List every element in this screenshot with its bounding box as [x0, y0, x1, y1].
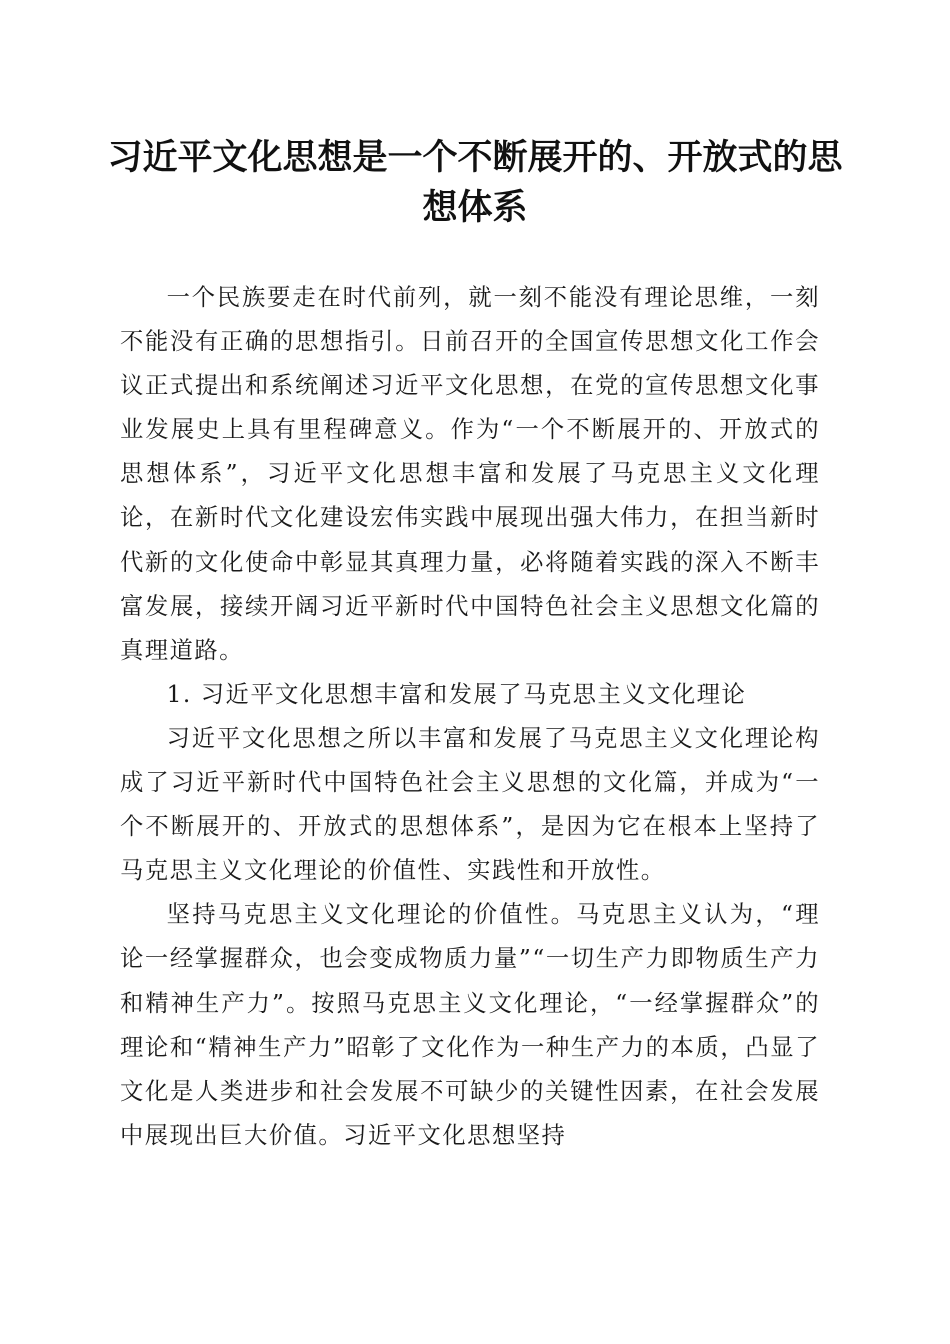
section-heading-1: 1. 习近平文化思想丰富和发展了马克思主义文化理论 — [166, 680, 747, 708]
paragraph-section-1: 习近平文化思想之所以丰富和发展了马克思主义文化理论构成了习近平新时代中国特色社会主义思想的文化篇，并成为“一个不断展开的、开放式的思想体系”，是因为它在根本上坚持了马克思主义文化理论的价值性、实践性和开放性。 — [120, 724, 820, 885]
paragraph-intro: 一个民族要走在时代前列，就一刻不能没有理论思维，一刻不能没有正确的思想指引。日前召开的全国宣传思想文化工作会议正式提出和系统阐述习近平文化思想，在党的宣传思想文化事业发展史上具有里程碑意义。作为“一个不断展开的、开放式的思想体系”，习近平文化思想丰富和发展了马克思主义文化理论，在新时代文化建设宏伟实践中展现出强大伟力，在担当新时代新的文化使命中彰显其真理力量，必将随着实践的深入不断丰富发展，接续开阔习近平新时代中国特色社会主义思想文化篇的真理道路。 — [120, 284, 820, 664]
document-body — [120, 276, 820, 1158]
paragraph-value: 坚持马克思主义文化理论的价值性。马克思主义认为，“理论一经掌握群众，也会变成物质力量”“一切生产力即物质生产力和精神生产力”。按照马克思主义文化理论，“一经掌握群众”的理论和“精神生产力”昭彰了文化作为一种生产力的本质，凸显了文化是人类进步和社会发展不可缺少的关键性因素，在社会发展中展现出巨大价值。习近平文化思想坚持 — [120, 901, 820, 1149]
document-title: 习近平文化思想是一个不断展开的、开放式的思想体系 — [107, 137, 843, 228]
